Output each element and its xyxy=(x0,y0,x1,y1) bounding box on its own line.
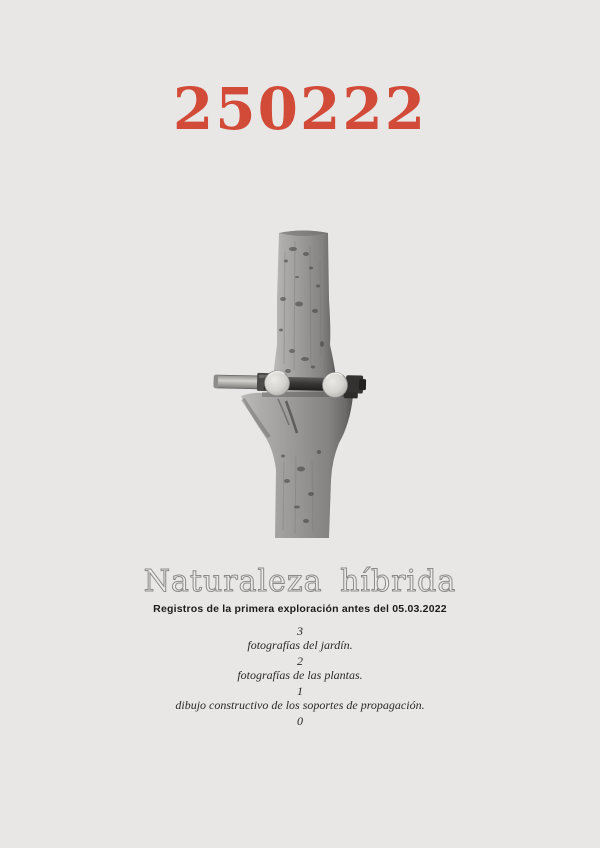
clamp-disc-left xyxy=(264,371,290,397)
page-subtitle: Registros de la primera exploración antes del 05.03.2022 xyxy=(153,603,447,615)
list-item xyxy=(0,654,600,682)
list-item xyxy=(0,714,600,729)
clamp-disc-right xyxy=(322,372,348,398)
list-item xyxy=(0,624,600,652)
index-list xyxy=(0,622,600,729)
list-item-number: 2 xyxy=(297,654,303,668)
branch-clamp-photo xyxy=(180,225,420,545)
list-item-label: fotografías de las plantas. xyxy=(237,668,363,682)
page-title: Naturaleza híbrida xyxy=(143,564,457,599)
code-number: 250222 xyxy=(172,75,428,143)
list-item-number: 0 xyxy=(297,714,303,728)
list-item-label: fotografías del jardín. xyxy=(247,638,353,652)
branch-clamp-illustration xyxy=(180,225,420,545)
list-item-label: dibujo constructivo de los soportes de propagación. xyxy=(175,698,425,712)
list-item-number: 3 xyxy=(297,624,303,638)
list-item xyxy=(0,684,600,712)
tree-trunk-lower xyxy=(241,392,353,538)
list-item-number: 1 xyxy=(297,684,303,698)
